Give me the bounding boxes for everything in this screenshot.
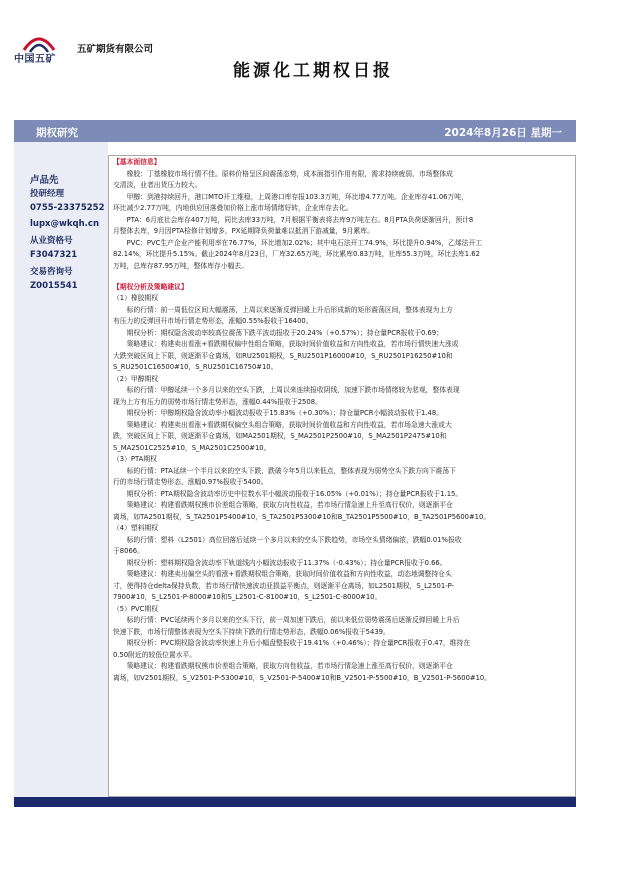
company-name: 五矿期货有限公司: [77, 44, 154, 55]
text-line: 标的行情：前一周低位区间大幅震荡，上周以来逐渐反弹回暖上升后形成新的矩形震荡区间，整体表现为上方: [113, 306, 453, 314]
text-line: 橡胶：丁基橡胶市场行情不佳。原料价格呈区间震荡态势，成本面指引作用有限，需求持续疲弱，市场整体成: [113, 170, 453, 178]
consulting-number: Z0015541: [30, 281, 78, 291]
section-label: 期权研究: [36, 127, 78, 139]
text-line: 现为上方有压力的弱势市场行情走势形态，涨幅0.44%报收于2508。: [113, 398, 322, 406]
text-line: 交清淡，业者出货压力较大。: [113, 181, 202, 189]
text-line: 环比减少2.77万吨，内地供应回落叠加价格上涨市场情绪好转，企业库存去化。: [113, 204, 353, 212]
text-line: 策略建议：构建看跌期权熊市价差组合策略，获取方向性收益，若市场行情急速上涨至高行权价，则逐渐平仓: [113, 662, 453, 670]
text-line: 期权分析：甲醇期权隐含波动率小幅波动报收于15.83%（+0.30%）；持仓量PCR小幅波动报收于1.48。: [113, 409, 443, 417]
text-line: 策略建议：构建看跌期权熊市价差组合策略，获取方向性收益，若市场行情急速上升至高行权价，则逐渐平仓: [113, 501, 453, 509]
text-line: 月整体去库，9月因PTA检修计划增多，PX延期降负荷量难以抵消下游减量，9月累库。: [113, 227, 374, 235]
text-line: 行的市场行情走势形态，涨幅0.97%报收于5400。: [113, 478, 268, 486]
text-line: 0.50附近的较低位置水平。: [113, 651, 197, 659]
subsection-title: （5）PVC期权: [113, 605, 159, 613]
text-line: 有压力的反弹回升市场行情走势形态，涨幅0.55%报收于16400。: [113, 317, 313, 325]
text-line: 标的行情：PVC延续两个多月以来的空头下行，前一周加速下跌后，前以来低位弱势震荡后逐渐反弹回暖上升后: [113, 616, 460, 624]
analyst-email: lupx@wkqh.cn: [30, 219, 99, 229]
text-line: 离场，如V2501期权，S_V2501-P-5300#10，S_V2501-P-5400#10和B_V2501-P-5500#10，B_V2501-P-5600#10。: [113, 674, 492, 682]
section-band: [14, 120, 576, 142]
text-line: 快速下跌，市场行情整体表现为空头下持续下跌的行情走势形态，跌幅0.06%报收于5439。: [113, 628, 390, 636]
text-line: 期权分析：PVC期权隐含波动率快速上升后小幅盘整报收于19.41%（+0.46%）；持仓量PCR报收于0.47，维持在: [113, 639, 471, 647]
subsection-title: （2）甲醇期权: [113, 375, 159, 383]
text-line: 跌，突破区间上下限，则逐渐平仓离场，如MA2501期权，S_MA2501P2500#10，S_MA2501P2475#10和: [113, 432, 447, 440]
subsection-title: （3）PTA期权: [113, 455, 157, 463]
text-line: 7900#10，S_L2501-P-8000#10和S_L2501-C-8100#10，S_L2501-C-8000#10。: [113, 593, 382, 601]
report-body: [108, 155, 576, 797]
footer-bar: [14, 797, 576, 807]
analyst-sidebar: [14, 142, 108, 797]
subsection-title: （1）橡胶期权: [113, 294, 159, 302]
text-line: 离场，如TA2501期权，S_TA2501P5400#10，S_TA2501P5300#10和B_TA2501P5500#10，B_TA2501P5600#10。: [113, 513, 491, 521]
text-line: 万吨，总库存87.95万吨，整体库存小幅去。: [113, 262, 249, 270]
text-line: PVC：PVC生产企业产能利用率在76.77%，环比增加2.02%；其中电石法开工74.9%，环比提升0.94%，乙烯法开工: [113, 239, 483, 247]
report-title: 能源化工期权日报: [233, 61, 393, 81]
text-line: 82.14%，环比提升5.15%。截止2024年8月23日，厂库32.65万吨，环比累库0.83万吨，社库55.3万吨，环比去库1.62: [113, 250, 480, 258]
text-line: 于8066。: [113, 547, 144, 555]
logo-text: 中国五矿: [14, 54, 56, 65]
analyst-name: 卢品先: [30, 175, 59, 186]
analyst-title: 投研经理: [30, 189, 65, 199]
text-line: 策略建议：构建卖出看涨+看跌期权偏空头组合策略，获取时间价值收益和方向性收益，若市场急速大涨或大: [113, 421, 452, 429]
qualification-number: F3047321: [30, 250, 78, 260]
text-line: PTA：6月底社会库存407万吨，同比去库33万吨，7月根据平衡表将去库9万吨左右。8月PTA负荷逐渐回升，预计8: [113, 216, 474, 224]
analyst-phone: 0755-23375252: [30, 203, 105, 213]
strategy-heading: 【期权分析及策略建议】: [113, 283, 188, 291]
text-line: 寸，使得持仓delta保持负数，若市场行情快速波动亚损益平衡点，则逐渐平仓离场，如L2501期权，S_L2501-P-: [113, 582, 455, 590]
fundamentals-heading: 【基本面信息】: [113, 158, 161, 166]
report-date: 2024年8月26日 星期一: [444, 127, 562, 139]
text-line: 策略建议：构建卖出偏空头的看涨+看跌期权组合策略，获取时间价值收益和方向性收益，动态地调整持仓头: [113, 570, 452, 578]
consulting-label: 交易咨询号: [30, 267, 73, 277]
text-line: 大跌突破区间上下限，则逐渐平仓离场，如RU2501期权，S_RU2501P16000#10，S_RU2501P16250#10和: [113, 352, 453, 360]
text-line: 期权分析：塑料期权隐含波动率下轨道线内小幅波动报收于11.37%（-0.43%）；持仓量PCR报收于0.66。: [113, 559, 447, 567]
subsection-title: （4）塑料期权: [113, 524, 159, 532]
text-line: S_RU2501C16500#10，S_RU2501C16750#10。: [113, 363, 278, 371]
qualification-label: 从业资格号: [30, 236, 73, 246]
text-line: 策略建议：构建卖出看涨+看跌期权偏中性组合策略，获取时间价值收益和方向性收益，若市场行情快速大涨或: [113, 340, 459, 348]
text-line: 标的行情：PTA延续一个半月以来的空头下跌，跌破今年5月以来低点，整体表现为弱势空头下跌方向下震荡下: [113, 467, 456, 475]
text-line: 期权分析：期权隐含波动率较高位震荡下跌平波动报收于20.24%（+0.57%）；持仓量PCR报收于0.69；: [113, 329, 443, 337]
text-line: S_MA2501C2525#10，S_MA2501C2500#10。: [113, 444, 271, 452]
text-line: 标的行情：甲醇延续一个多月以来的空头下跌，上周以来连续报收阴线，加速下跌市场情绪较为悲观，整体表现: [113, 386, 460, 394]
text-line: 甲醇：到港持续回升，港口MTO开工维稳，上周港口库存报103.3万吨，环比增4.77万吨。企业库存41.06万吨，: [113, 193, 468, 201]
text-line: 期权分析：PTA期权隐含波动率历史中位数水平小幅波动报收于16.05%（+0.01%）；持仓量PCR报收于1.15。: [113, 490, 463, 498]
text-line: 标的行情：塑料（L2501）高位回落后延续一个多月以来的空头下跌趋势，市场空头情绪偏浓，跌幅0.01%报收: [113, 536, 462, 544]
